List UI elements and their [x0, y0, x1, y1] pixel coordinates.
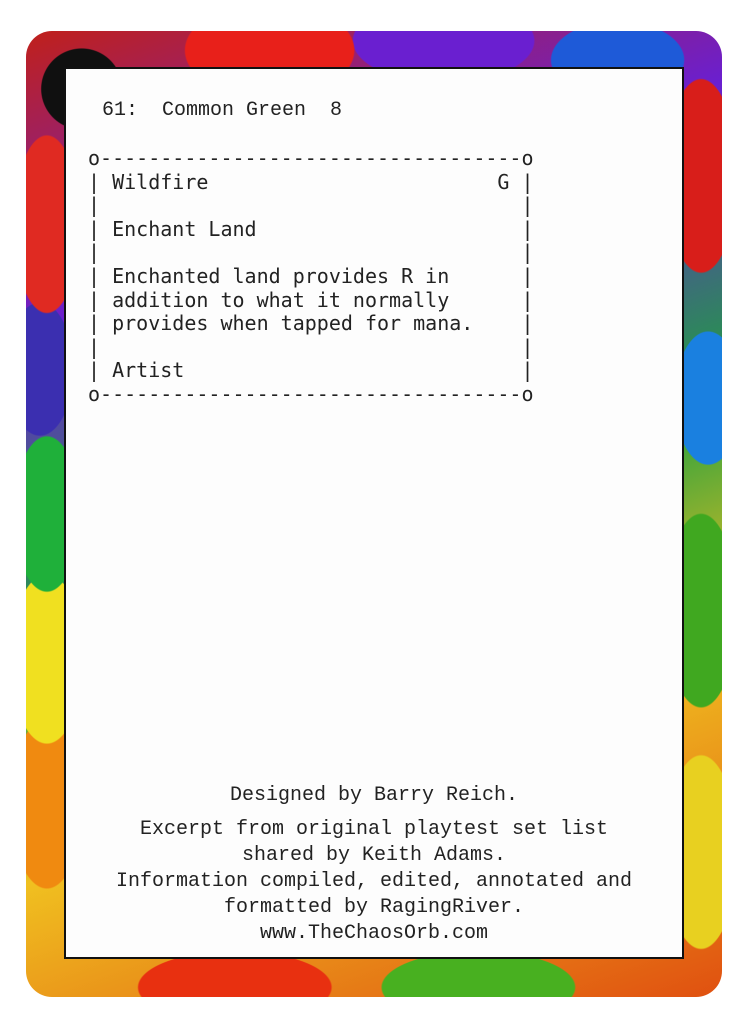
listing-line: | Wildfire G | [88, 169, 534, 194]
listing-line: | addition to what it normally | [88, 287, 534, 312]
credit-line: Information compiled, edited, annotated and [115, 870, 633, 893]
listing-line: | provides when tapped for mana. | [88, 311, 534, 336]
credit-line: Excerpt from original playtest set list [139, 818, 609, 841]
listing-line: o-----------------------------------o [88, 381, 534, 406]
credit-line: formatted by RagingRiver. [223, 896, 525, 919]
website-link: www.TheChaosOrb.com [259, 922, 489, 945]
card-frame [26, 31, 722, 997]
designer-credit: Designed by Barry Reich. [229, 784, 519, 807]
text-panel [64, 67, 684, 959]
source-credits [66, 817, 682, 947]
listing-line: | Enchant Land | [88, 216, 534, 241]
card-header: 61: Common Green 8 [102, 99, 343, 122]
listing-line: | | [88, 193, 534, 218]
listing-line: | Artist | [88, 358, 534, 383]
listing-line: | Enchanted land provides R in | [88, 263, 534, 288]
listing-line: o-----------------------------------o [88, 146, 534, 170]
listing-line: | | [88, 334, 534, 359]
credit-line: shared by Keith Adams. [241, 844, 507, 867]
listing-line: | | [88, 240, 534, 265]
card-listing [88, 147, 534, 407]
